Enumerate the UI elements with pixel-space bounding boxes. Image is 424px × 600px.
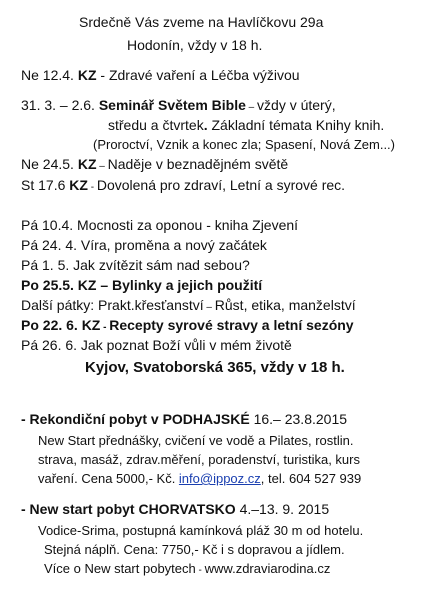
event-kz: KZ	[69, 177, 88, 193]
email-link[interactable]: info@ippoz.cz	[178, 471, 261, 486]
podhajske-phone: , tel. 604 527 939	[260, 471, 362, 486]
event-hodonin-2-line2	[108, 118, 384, 132]
event-text: Naděje v beznadějném světě	[107, 156, 289, 172]
podhajske-line-3	[38, 472, 361, 485]
event-sep: -	[87, 182, 97, 193]
event-sep: –	[96, 161, 108, 172]
podhajske-line-2: strava, masáž, zdrav.měření, poradenství, turistika, kurs	[38, 452, 360, 467]
event-dot: .	[203, 117, 208, 133]
event-text: středu a čtvrtek	[108, 117, 204, 133]
podhajske-heading	[21, 412, 347, 426]
friday-row-3: Pá 1. 5. Jak zvítězit sám nad sebou?	[21, 257, 250, 273]
event-hodonin-4	[21, 178, 345, 193]
row-text: Recepty syrové stravy a letní sezóny	[109, 317, 354, 333]
invite-line-1: Srdečně Vás zveme na Havlíčkovu 29a	[79, 14, 324, 30]
kyjov-address: Kyjov, Svatoborská 365, vždy v 18 h.	[85, 359, 345, 376]
event-text: Základní témata Knihy knih.	[207, 117, 385, 133]
friday-row-5	[21, 298, 356, 313]
event-kz: KZ	[77, 67, 97, 83]
podhajske-dates: 16.– 23.8.2015	[249, 411, 348, 427]
podhajske-line-1: New Start přednášky, cvičení ve vodě a Pilates, rostlin.	[38, 433, 354, 448]
event-text: Dovolená pro zdraví, Letní a syrové rec.	[96, 177, 346, 193]
event-sep: –	[245, 102, 258, 113]
event-title: Seminář Světem Bible	[98, 97, 246, 113]
podhajske-price: vaření. Cena 5000,- Kč.	[38, 471, 179, 486]
chorvatsko-more: Více o New start pobytech	[44, 561, 196, 576]
event-hodonin-3	[21, 157, 288, 172]
event-date: Ne 12.4.	[21, 67, 78, 83]
invite-line-2: Hodonín, vždy v 18 h.	[127, 37, 263, 53]
friday-row-4: Po 25.5. KZ – Bylinky a jejich použití	[21, 277, 263, 293]
row-text: Po 22. 6. KZ	[21, 317, 101, 333]
chorvatsko-line-1: Vodice-Srima, postupná kamínková pláž 30 m od hotelu.	[38, 523, 364, 538]
event-hodonin-2-line3: (Proroctví, Vznik a konec zla; Spasení, Nová Zem...)	[93, 137, 396, 152]
row-sep: -	[100, 322, 110, 333]
event-hodonin-2	[21, 98, 336, 113]
chorvatsko-heading	[21, 502, 329, 516]
friday-row-7: Pá 26. 6. Jak poznat Boží vůli v mém životě	[21, 337, 292, 353]
chorvatsko-line-3	[44, 562, 330, 576]
chorvatsko-sep: -	[195, 565, 205, 576]
podhajske-title: - Rekondiční pobyt v PODHAJSKÉ	[21, 411, 250, 427]
chorvatsko-dates: 4.–13. 9. 2015	[235, 501, 330, 517]
website-link[interactable]: www.zdraviarodina.cz	[204, 561, 331, 576]
event-kz: KZ	[77, 156, 97, 172]
friday-row-6	[21, 318, 354, 333]
chorvatsko-line-2: Stejná náplň. Cena: 7750,- Kč i s dopravou a jídlem.	[44, 542, 345, 557]
friday-row-2: Pá 24. 4. Víra, proměna a nový začátek	[21, 237, 267, 253]
event-date: 31. 3. – 2.6.	[21, 97, 99, 113]
chorvatsko-title: - New start pobyt CHORVATSKO	[21, 501, 236, 517]
event-text: vždy v úterý,	[257, 97, 336, 113]
event-hodonin-1	[21, 68, 300, 82]
row-text: Růst, etika, manželství	[214, 297, 356, 313]
row-sep: –	[203, 302, 215, 313]
row-text: Další pátky: Prakt.křesťanství	[21, 297, 204, 313]
event-date: St 17.6	[21, 177, 70, 193]
event-date: Ne 24.5.	[21, 156, 78, 172]
event-text: - Zdravé vaření a Léčba výživou	[96, 67, 300, 83]
friday-row-1: Pá 10.4. Mocnosti za oponou - kniha Zjevení	[21, 217, 299, 233]
